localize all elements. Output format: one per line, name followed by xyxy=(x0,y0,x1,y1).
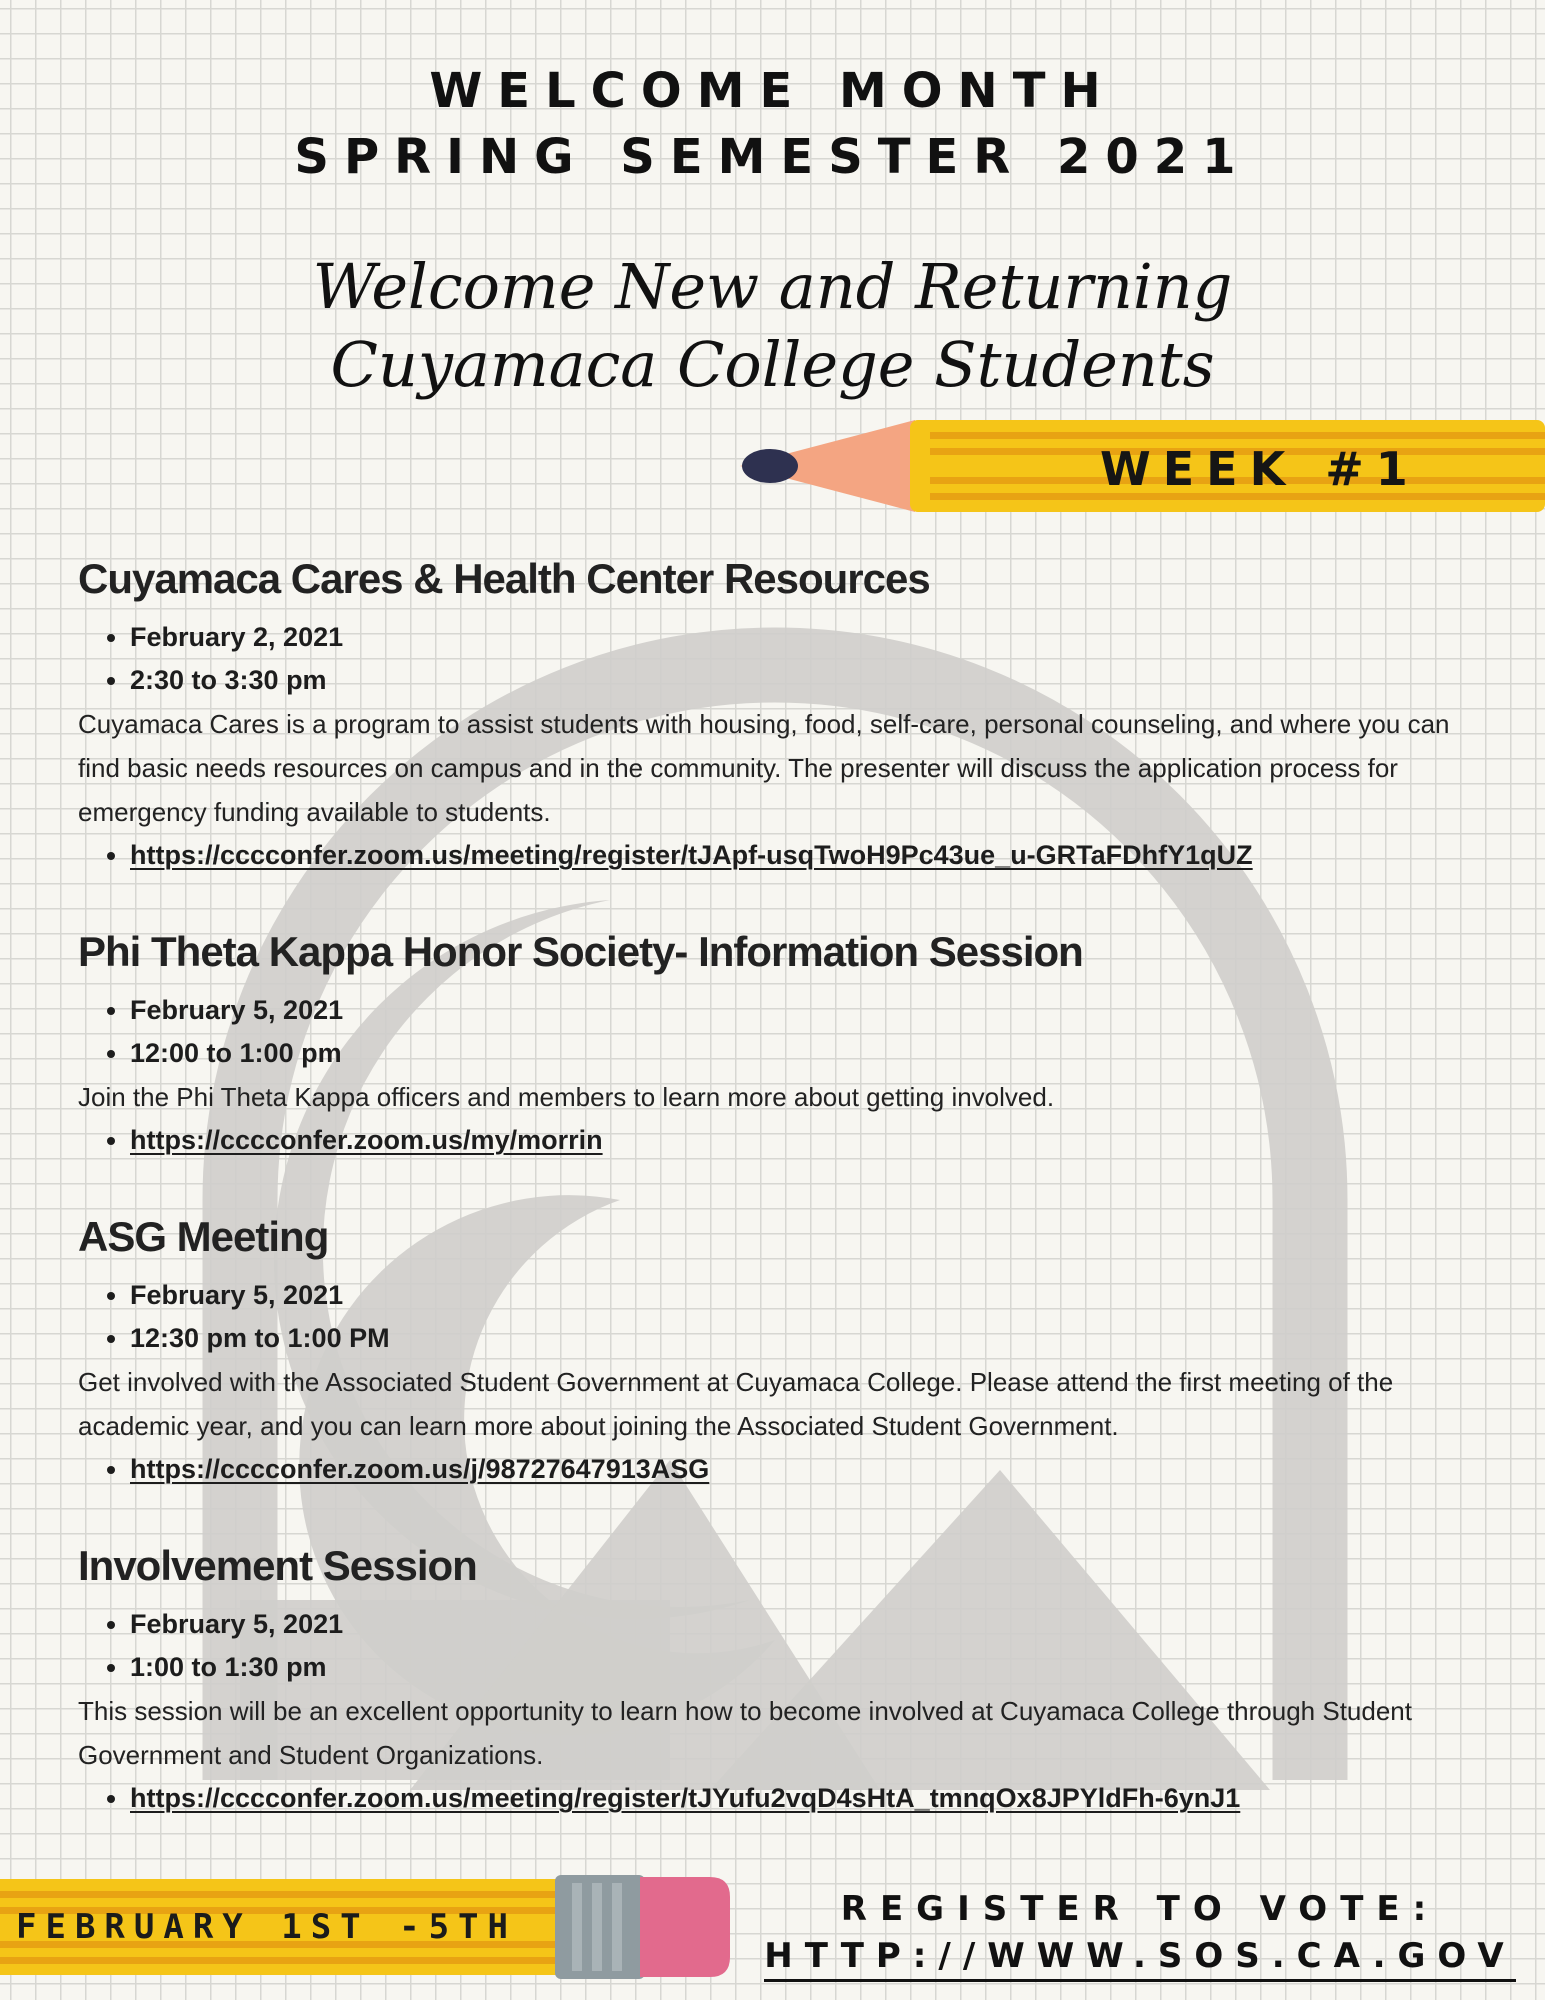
event-details xyxy=(78,1603,1458,1689)
event-date: • February 5, 2021 xyxy=(130,989,1458,1032)
welcome-line-1: Welcome New and Returning xyxy=(312,250,1233,323)
week-label: WEEK #1 xyxy=(1100,442,1420,496)
page-header xyxy=(0,58,1545,190)
event-time: • 12:00 to 1:00 pm xyxy=(130,1032,1458,1075)
event-link-list xyxy=(78,834,1458,877)
vote-label: REGISTER TO VOTE: xyxy=(840,1889,1440,1929)
event-date: • February 5, 2021 xyxy=(130,1603,1458,1646)
event-description: Cuyamaca Cares is a program to assist students with housing, food, self-care, personal counseling, and where you can find basic needs resources on campus and in the community. The presenter will discuss the application process for emergency funding available to students. xyxy=(78,709,1450,827)
event-phi-theta-kappa xyxy=(78,923,1458,1162)
event-title: Cuyamaca Cares & Health Center Resources xyxy=(78,555,930,602)
event-cuyamaca-cares xyxy=(78,550,1458,877)
welcome-script-heading xyxy=(0,248,1545,404)
event-title: Involvement Session xyxy=(78,1542,477,1589)
event-description: Get involved with the Associated Student Government at Cuyamaca College. Please attend the first meeting of the academic year, and you can learn more about joining the Associated Student Government. xyxy=(78,1367,1394,1441)
event-zoom-link[interactable]: https://cccconfer.zoom.us/j/98727647913ASG xyxy=(130,1454,710,1484)
vote-registration xyxy=(740,1885,1540,1982)
event-time: • 1:00 to 1:30 pm xyxy=(130,1646,1458,1689)
date-range: FEBRUARY 1ST -5TH xyxy=(16,1907,517,1947)
event-description: Join the Phi Theta Kappa officers and members to learn more about getting involved. xyxy=(78,1082,1055,1112)
event-link-list xyxy=(78,1448,1458,1491)
welcome-line-2: Cuyamaca College Students xyxy=(330,328,1215,401)
event-title: ASG Meeting xyxy=(78,1213,329,1260)
event-link-list xyxy=(78,1777,1458,1820)
vote-link[interactable]: HTTP://WWW.SOS.CA.GOV xyxy=(764,1933,1515,1982)
event-details xyxy=(78,616,1458,702)
event-date: • February 2, 2021 xyxy=(130,616,1458,659)
event-zoom-link[interactable]: https://cccconfer.zoom.us/meeting/register/tJApf-usqTwoH9Pc43ue_u-GRTaFDhfY1qUZ xyxy=(130,840,1253,870)
event-details xyxy=(78,989,1458,1075)
events-list xyxy=(78,550,1458,1866)
event-details xyxy=(78,1274,1458,1360)
event-time: • 12:30 pm to 1:00 PM xyxy=(130,1317,1458,1360)
event-zoom-link[interactable]: https://cccconfer.zoom.us/my/morrin xyxy=(130,1125,603,1155)
header-title-line-2: SPRING SEMESTER 2021 xyxy=(294,129,1251,185)
event-involvement-session xyxy=(78,1537,1458,1820)
event-link-list xyxy=(78,1119,1458,1162)
event-title: Phi Theta Kappa Honor Society- Information Session xyxy=(78,928,1083,975)
event-asg-meeting xyxy=(78,1208,1458,1491)
header-title-line-1: WELCOME MONTH xyxy=(429,63,1116,119)
event-description: This session will be an excellent opportunity to learn how to become involved at Cuyamaca College through Student Government and Student Organizations. xyxy=(78,1696,1412,1770)
event-date: • February 5, 2021 xyxy=(130,1274,1458,1317)
event-zoom-link[interactable]: https://cccconfer.zoom.us/meeting/register/tJYufu2vqD4sHtA_tmnqOx8JPYldFh-6ynJ1 xyxy=(130,1783,1241,1813)
event-time: • 2:30 to 3:30 pm xyxy=(130,659,1458,702)
